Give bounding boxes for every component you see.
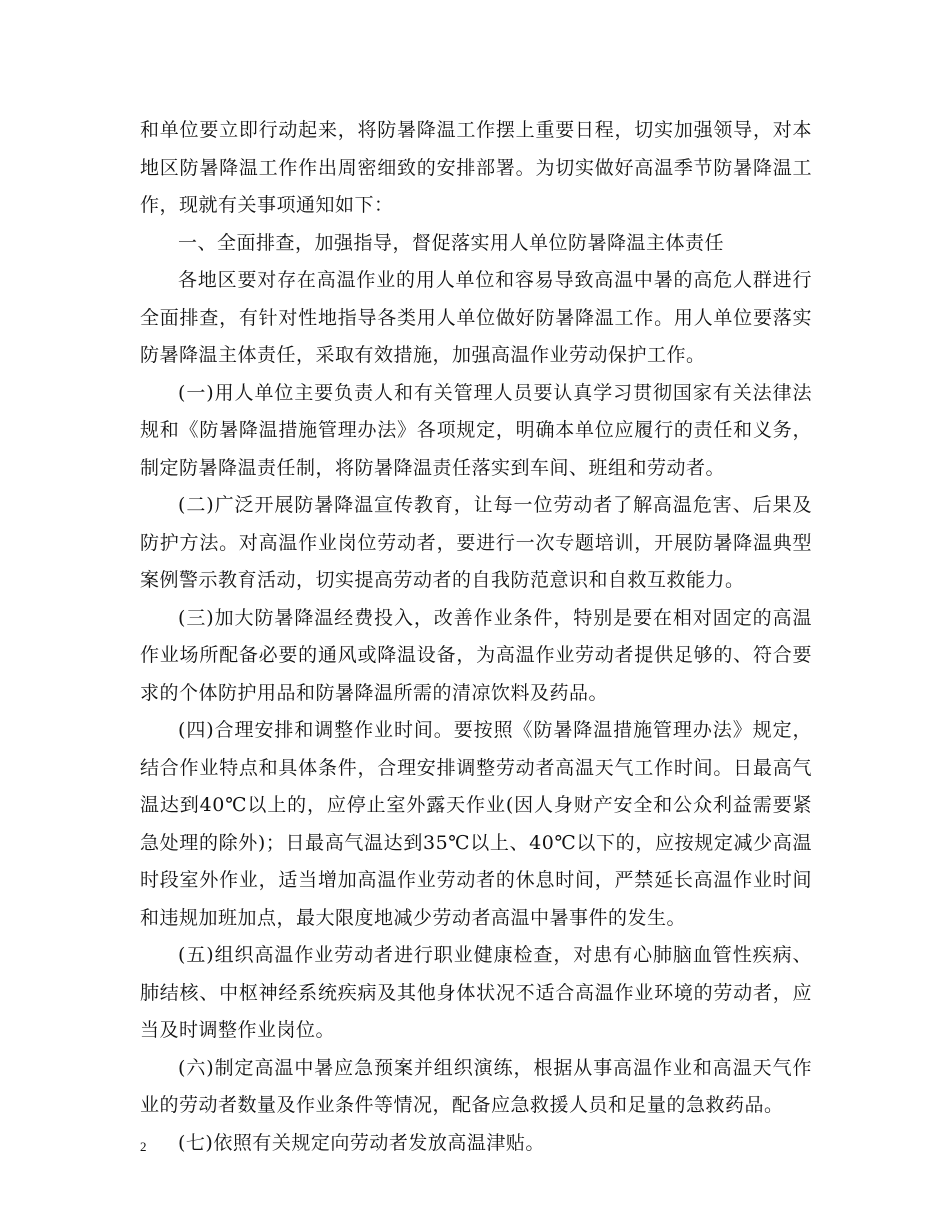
list-item-7: (七)依照有关规定向劳动者发放高温津贴。 (178, 1131, 545, 1154)
page-number: 2 (140, 1139, 147, 1154)
list-item-6: (六)制定高温中暑应急预案并组织演练，根据从事高温作业和高温天气作业的劳动者数量及作业条件等情况，配备应急救援人员和足量的急救药品。 (140, 1056, 812, 1116)
list-item-1: (一)用人单位主要负责人和有关管理人员要认真学习贯彻国家有关法律法规和《防暑降温措施管理办法》各项规定，明确本单位应履行的责任和义务，制定防暑降温责任制，将防暑降温责任落实到车间、班组和劳动者。 (140, 381, 812, 479)
document-body (140, 112, 812, 1162)
list-item-2: (二)广泛开展防暑降温宣传教育，让每一位劳动者了解高温危害、后果及防护方法。对高温作业岗位劳动者，要进行一次专题培训，开展防暑降温典型案例警示教育活动，切实提高劳动者的自我防范意识和自救互救能力。 (140, 494, 812, 591)
paragraph-section-1-summary: 各地区要对存在高温作业的用人单位和容易导致高温中暑的高危人群进行全面排查，有针对性地指导各类用人单位做好防暑降温工作。用人单位要落实防暑降温主体责任，采取有效措施，加强高温作业劳动保护工作。 (140, 269, 812, 366)
list-item-5: (五)组织高温作业劳动者进行职业健康检查，对患有心肺脑血管性疾病、肺结核、中枢神经系统疾病及其他身体状况不适合高温作业环境的劳动者，应当及时调整作业岗位。 (140, 944, 812, 1041)
section-heading-1: 一、全面排查，加强指导，督促落实用人单位防暑降温主体责任 (178, 231, 725, 254)
paragraph-intro-continuation: 和单位要立即行动起来，将防暑降温工作摆上重要日程，切实加强领导，对本地区防暑降温工作作出周密细致的安排部署。为切实做好高温季节防暑降温工作，现就有关事项通知如下： (140, 119, 812, 216)
list-item-4: (四)合理安排和调整作业时间。要按照《防暑降温措施管理办法》规定，结合作业特点和具体条件，合理安排调整劳动者高温天气工作时间。日最高气温达到40℃以上的，应停止室外露天作业(因人身财产安全和公众利益需要紧急处理的除外)；日最高气温达到35℃以上、40℃以下的，应按规定减少高温时段室外作业，适当增加高温作业劳动者的休息时间，严禁延长高温作业时间和违规加班加点，最大限度地减少劳动者高温中暑事件的发生。 (140, 719, 812, 929)
list-item-3: (三)加大防暑降温经费投入，改善作业条件，特别是要在相对固定的高温作业场所配备必要的通风或降温设备，为高温作业劳动者提供足够的、符合要求的个体防护用品和防暑降温所需的清凉饮料及药品。 (140, 606, 812, 704)
